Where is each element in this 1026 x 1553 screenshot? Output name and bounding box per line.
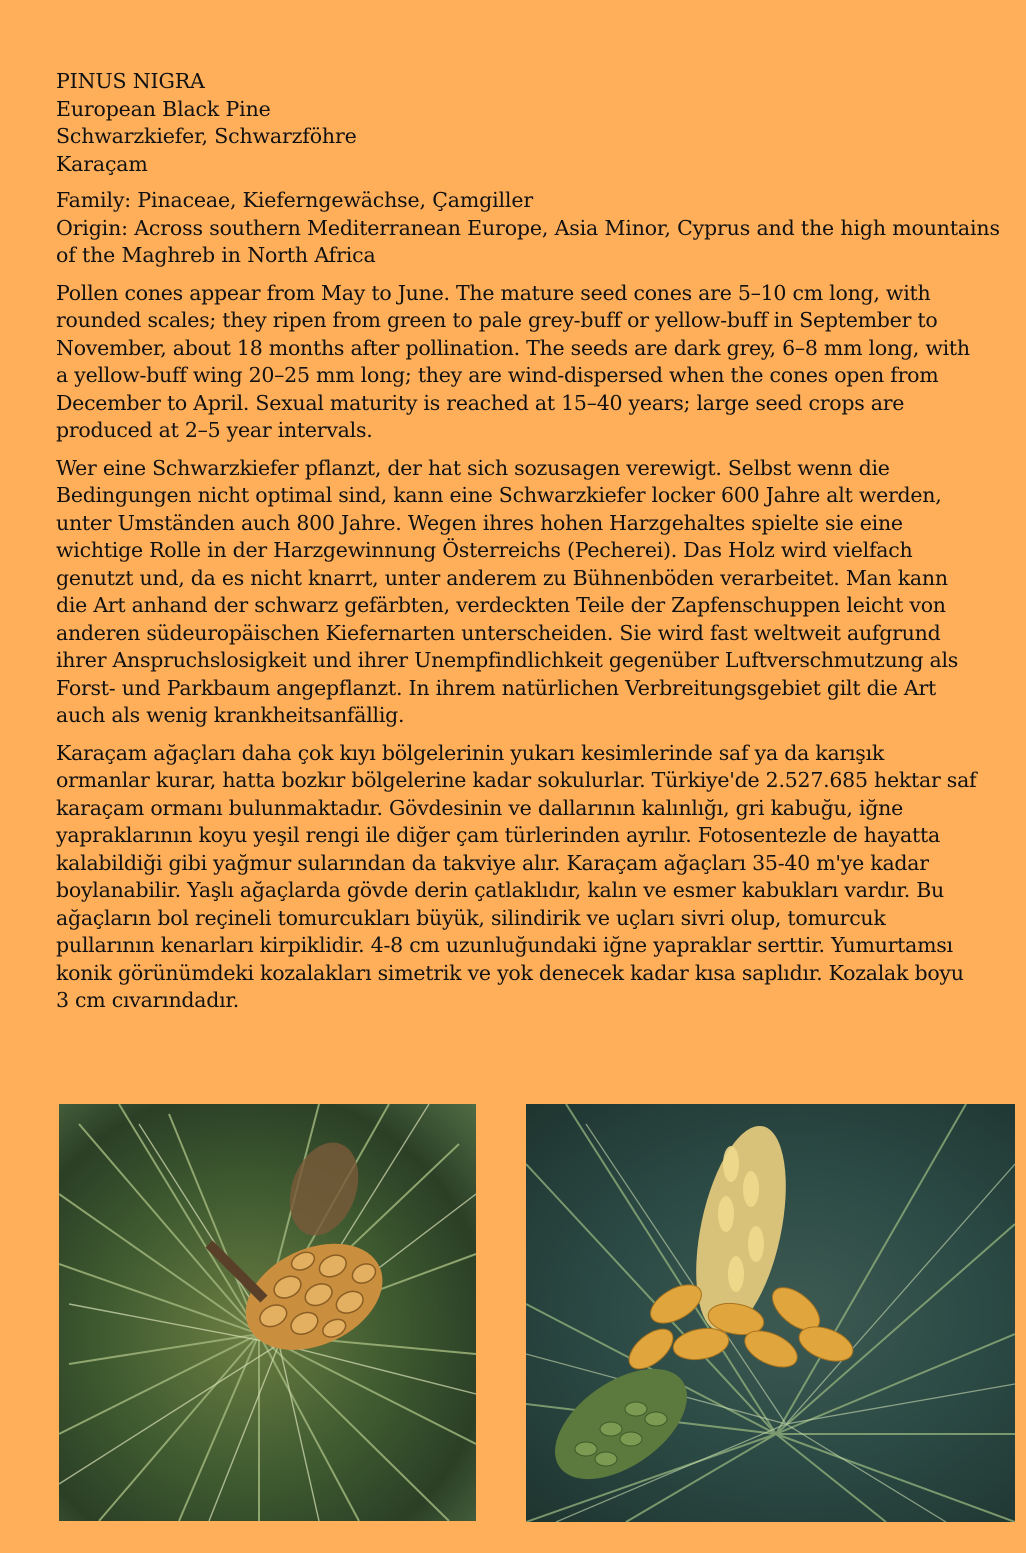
pollen-cone-photo	[526, 1104, 1015, 1522]
paragraph-line: kalabildiği gibi yağmur sularından da takviye alır. Karaçam ağaçları 35-40 m'ye kadar	[56, 850, 929, 875]
paragraph-line: ağaçların bol reçineli tomurcukları büyük, silindirik ve uçları sivri olup, tomurcuk	[56, 905, 886, 930]
pollen-cone-illustration	[526, 1104, 1015, 1522]
paragraph-line: karaçam ormanı bulunmaktadır. Gövdesinin ve dallarının kalınlığı, gri kabuğu, iğne	[56, 795, 903, 820]
paragraph-line: Karaçam ağaçları daha çok kıyı bölgelerinin yukarı kesimlerinde saf ya da karışık	[56, 740, 885, 765]
paragraph-line: genutzt und, da es nicht knarrt, unter anderem zu Bühnenböden verarbeitet. Man kann	[56, 565, 948, 590]
paragraph-line: ormanlar kurar, hatta bozkır bölgelerine kadar sokulurlar. Türkiye'de 2.527.685 hektar saf	[56, 768, 977, 792]
turkish-name: Karaçam	[56, 151, 148, 176]
origin-line: Origin: Across southern Mediterranean Europe, Asia Minor, Cyprus and the high mountains	[56, 215, 1000, 240]
paragraph-line: auch als wenig krankheitsanfällig.	[56, 703, 405, 727]
paragraph-line: Bedingungen nicht optimal sind, kann eine Schwarzkiefer locker 600 Jahre alt werden,	[56, 483, 942, 507]
german-paragraph	[56, 455, 1000, 730]
paragraph-line: yapraklarının koyu yeşil rengi ile diğer çam türlerinden ayrılır. Fotosentezle de hayatta	[56, 823, 940, 847]
seed-cone-photo	[59, 1104, 476, 1521]
origin-line: of the Maghreb in North Africa	[56, 243, 376, 267]
paragraph-line: konik görünümdeki kozalakları simetrik ve yok denecek kadar kısa saplıdır. Kozalak boyu	[56, 960, 964, 985]
paragraph-line: rounded scales; they ripen from green to pale grey-buff or yellow-buff in September to	[56, 308, 938, 332]
paragraph-line: pullarının kenarları kirpiklidir. 4-8 cm uzunluğundaki iğne yapraklar serttir. Yumurtamsı	[56, 933, 953, 957]
paragraph-line: Pollen cones appear from May to June. The mature seed cones are 5–10 cm long, with	[56, 280, 931, 305]
seed-cone-illustration	[59, 1104, 476, 1521]
taxonomy-block	[56, 187, 1000, 270]
paragraph-line: unter Umständen auch 800 Jahre. Wegen ihres hohen Harzgehaltes spielte sie eine	[56, 510, 903, 535]
paragraph-line: produced at 2–5 year intervals.	[56, 418, 373, 442]
paragraph-line: Forst- und Parkbaum angepflanzt. In ihrem natürlichen Verbreitungsgebiet gilt die Art	[56, 675, 937, 700]
paragraph-line: die Art anhand der schwarz gefärbten, verdeckten Teile der Zapfenschuppen leicht von	[56, 593, 946, 617]
german-name: Schwarzkiefer, Schwarzföhre	[56, 124, 357, 148]
text-content	[56, 68, 1000, 1015]
family-line: Family: Pinaceae, Kieferngewächse, Çamgiller	[56, 188, 533, 212]
paragraph-line: December to April. Sexual maturity is reached at 15–40 years; large seed crops are	[56, 390, 905, 415]
paragraph-line: Wer eine Schwarzkiefer pflanzt, der hat sich sozusagen verewigt. Selbst wenn die	[56, 455, 890, 480]
name-block	[56, 68, 1000, 178]
paragraph-line: anderen südeuropäischen Kiefernarten unterscheiden. Sie wird fast weltweit aufgrund	[56, 620, 941, 645]
english-paragraph	[56, 280, 1000, 445]
turkish-paragraph	[56, 740, 1000, 1015]
english-name: European Black Pine	[56, 96, 271, 121]
paragraph-line: November, about 18 months after pollination. The seeds are dark grey, 6–8 mm long, with	[56, 335, 970, 360]
paragraph-line: 3 cm cıvarındadır.	[56, 988, 239, 1012]
botanical-name: PINUS NIGRA	[56, 69, 205, 93]
paragraph-line: ihrer Anspruchslosigkeit und ihrer Unempfindlichkeit gegenüber Luftverschmutzung als	[56, 648, 959, 672]
paragraph-line: boylanabilir. Yaşlı ağaçlarda gövde derin çatlaklıdır, kalın ve esmer kabukları vardır. Bu	[56, 878, 944, 902]
paragraph-line: wichtige Rolle in der Harzgewinnung Österreichs (Pecherei). Das Holz wird vielfach	[56, 538, 913, 562]
photo-row	[59, 1104, 1014, 1522]
paragraph-line: a yellow-buff wing 20–25 mm long; they are wind-dispersed when the cones open from	[56, 363, 939, 387]
